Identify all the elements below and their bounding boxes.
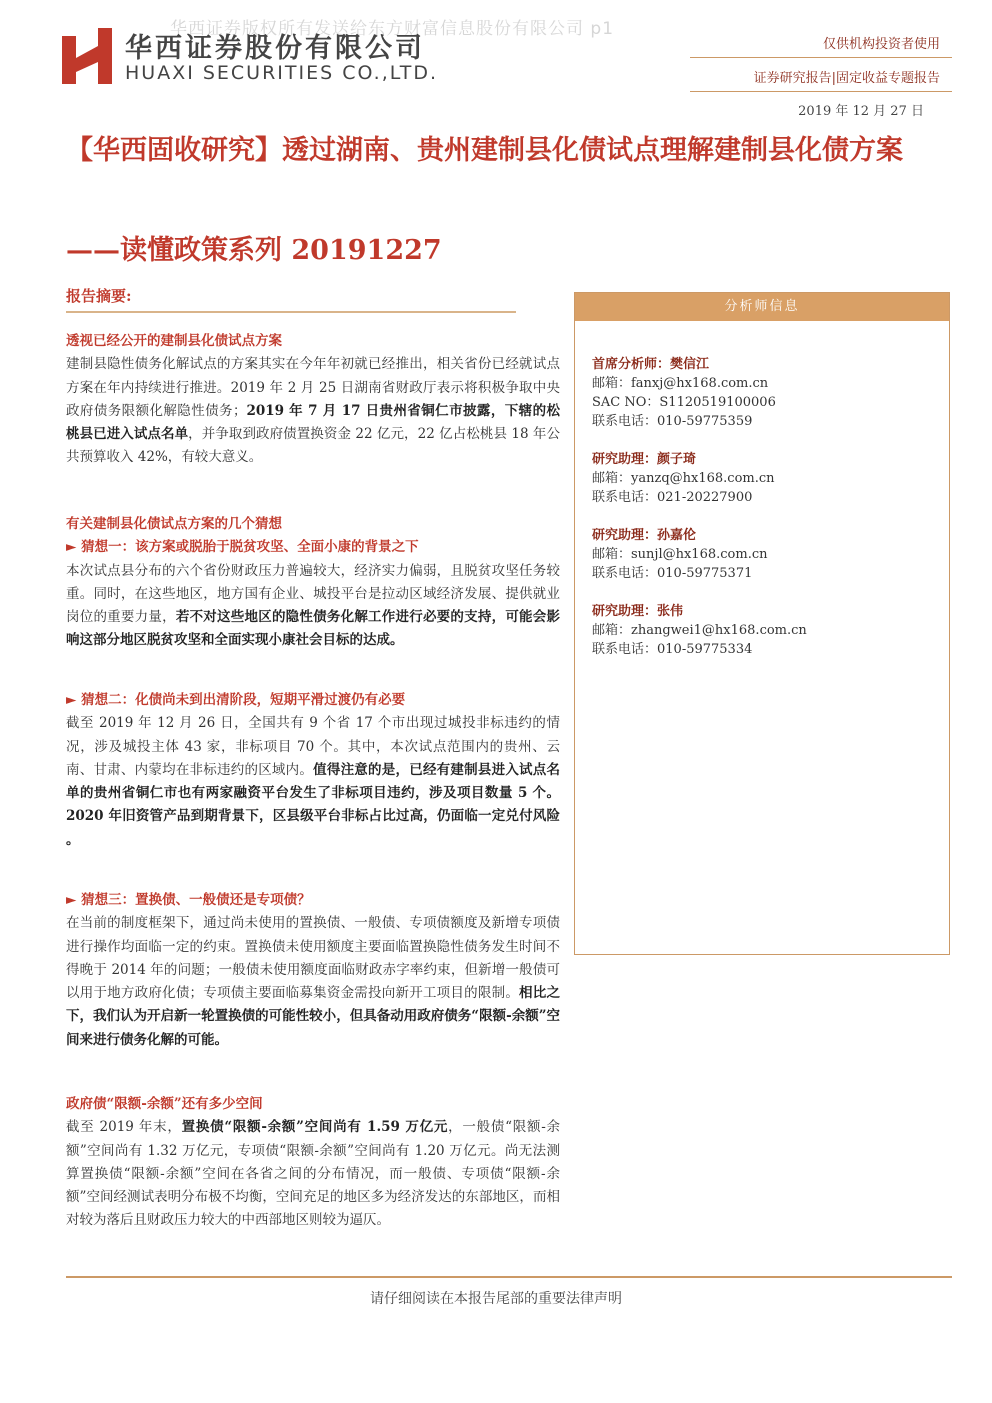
hypothesis-heading: ► 猜想三：置换债、一般债还是专项债？ — [66, 892, 311, 908]
paragraph-text: 建制县隐性债务化解试点的方案其实在今年年初就已经推出，相关省份已经就试点方案在年内持续进行推进。2019 年 2 月 25 日湖南省财政厅表示将积极争取中央政府债务限额化解隐性债务； — [66, 356, 560, 419]
hypothesis-heading: ► 猜想二：化债尚未到出清阶段，短期平滑过渡仍有必要 — [66, 692, 406, 708]
paragraph-bold: 值得注意的是，已经有建制县进入试点名单的贵州省铜仁市也有两家融资平台发生了非标项目违约，涉及项目数量 5 个。2020 年旧资管产品到期背景下，区县级平台非标占比过高，仍面临一定兑付风险 。 — [66, 761, 561, 848]
analyst-phone: 联系电话：010-59775371 — [592, 566, 753, 581]
analyst-block — [592, 450, 775, 507]
paragraph-text: 在当前的制度框架下，通过尚未使用的置换债、一般债、专项债额度及新增专项债进行操作均面临一定的约束。置换债未使用额度主要面临置换隐性债务发生时间不得晚于 2014 年的问题；一般债未使用额度面临财政赤字率约束，但新增一般债可以用于地方政府化债；专项债主要面临募集资金需投向新开工项目的限制。 — [66, 915, 560, 1002]
investor-notice: 仅供机构投资者使用 — [822, 37, 940, 52]
section-debt-space — [66, 1093, 560, 1233]
huaxi-logo-icon — [62, 28, 112, 84]
analyst-block — [592, 526, 767, 583]
analyst-sac: SAC NO：S1120519100006 — [592, 395, 776, 410]
analyst-block — [592, 355, 776, 431]
paragraph-text: 截至 2019 年 12 月 26 日，全国共有 9 个省 17 个市出现过城投非标违约的情况，涉及城投主体 43 家，非标项目 70 个。其中，本次试点范围内的贵州、云南、甘肃、内蒙均在非标违约的区域内。 — [66, 715, 560, 778]
analyst-role: 研究助理：颜子琦 — [592, 452, 697, 467]
company-name-en: HUAXI SECURITIES CO.,LTD. — [125, 62, 438, 84]
paragraph — [66, 1116, 560, 1232]
analyst-block — [592, 602, 807, 659]
paragraph-text: 截至 2019 年末， — [66, 1119, 182, 1136]
watermark: 华西证券版权所有发送给东方财富信息股份有限公司 p1 — [170, 19, 615, 39]
analyst-phone: 联系电话：010-59775334 — [592, 642, 753, 657]
report-subtitle: ——读懂政策系列 20191227 — [66, 235, 442, 266]
section-heading: 有关建制县化债试点方案的几个猜想 — [66, 516, 282, 532]
analyst-phone: 联系电话：021-20227900 — [592, 490, 753, 505]
section-pilot-overview — [66, 330, 560, 470]
analyst-panel-title: 分析师信息 — [575, 293, 949, 321]
section-hypothesis-1 — [66, 513, 560, 653]
paragraph-text: 本次试点县分布的六个省份财政压力普遍较大，经济实力偏弱，且脱贫攻坚任务较重。同时，在这些地区，地方国有企业、城投平台是拉动区域经济发展、提供就业岗位的重要力量， — [66, 562, 560, 626]
paragraph — [66, 912, 560, 1052]
header-rule-2 — [690, 91, 952, 92]
paragraph-text: ，并争取到政府债置换资金 22 亿元，22 亿占松桃县 18 年公共预算收入 42%，有较大意义。 — [66, 426, 561, 466]
header-rule-1 — [690, 57, 952, 58]
legal-notice-footer: 请仔细阅读在本报告尾部的重要法律声明 — [370, 1291, 622, 1307]
report-type: 证券研究报告|固定收益专题报告 — [753, 71, 940, 86]
paragraph — [66, 560, 560, 653]
analyst-phone: 联系电话：010-59775359 — [592, 414, 753, 429]
summary-label: 报告摘要: — [66, 287, 132, 305]
paragraph-bold: 若不对这些地区的隐性债务化解工作进行必要的支持，可能会影响这部分地区脱贫攻坚和全面实现小康社会目标的达成。 — [66, 609, 561, 649]
paragraph-bold: 相比之下，我们认为开启新一轮置换债的可能性较小，但具备动用政府债务“限额-余额”空间来进行债务化解的可能。 — [66, 985, 561, 1048]
analyst-email[interactable]: 邮箱：sunjl@hx168.com.cn — [592, 547, 768, 562]
paragraph-text: ，一般债“限额-余额”空间尚有 1.32 万亿元，专项债“限额-余额”空间尚有 1.20 万亿元。尚无法测算置换债“限额-余额”空间在各省之间的分布情况，而一般债、专项债“限额-余额”空间经测试表明分布极不均衡，空间充足的地区多为经济发达的东部地区，而相对较为落后且财政压力较大的中西部地区则较为逼仄。 — [66, 1119, 560, 1229]
section-hypothesis-3 — [66, 889, 560, 1052]
analyst-email[interactable]: 邮箱：zhangwei1@hx168.com.cn — [592, 623, 807, 638]
report-title: 【华西固收研究】透过湖南、贵州建制县化债试点理解建制县化债方案 — [66, 135, 903, 166]
report-date: 2019 年 12 月 27 日 — [798, 104, 924, 119]
analyst-role: 研究助理：孙嘉伦 — [592, 528, 697, 543]
paragraph-bold: 置换债“限额-余额”空间尚有 1.59 万亿元 — [181, 1119, 449, 1136]
paragraph — [66, 353, 560, 469]
analyst-role: 研究助理：张伟 — [592, 604, 684, 619]
section-heading: 政府债“限额-余额”还有多少空间 — [66, 1096, 263, 1112]
paragraph — [66, 712, 560, 852]
paragraph-bold: 2019 年 7 月 17 日贵州省铜仁市披露，下辖的松桃县已进入试点名单 — [66, 402, 560, 443]
analyst-email[interactable]: 邮箱：fanxj@hx168.com.cn — [592, 376, 769, 391]
analyst-email[interactable]: 邮箱：yanzq@hx168.com.cn — [592, 471, 775, 486]
section-heading: 透视已经公开的建制县化债试点方案 — [66, 333, 282, 349]
analyst-role: 首席分析师：樊信江 — [592, 357, 710, 372]
section-hypothesis-2 — [66, 689, 560, 852]
footer-rule — [66, 1276, 952, 1278]
company-name-cn: 华西证券股份有限公司 — [125, 33, 425, 64]
summary-underline — [66, 311, 516, 313]
analyst-info-panel — [574, 292, 950, 955]
hypothesis-heading: ► 猜想一：该方案或脱胎于脱贫攻坚、全面小康的背景之下 — [66, 539, 419, 556]
